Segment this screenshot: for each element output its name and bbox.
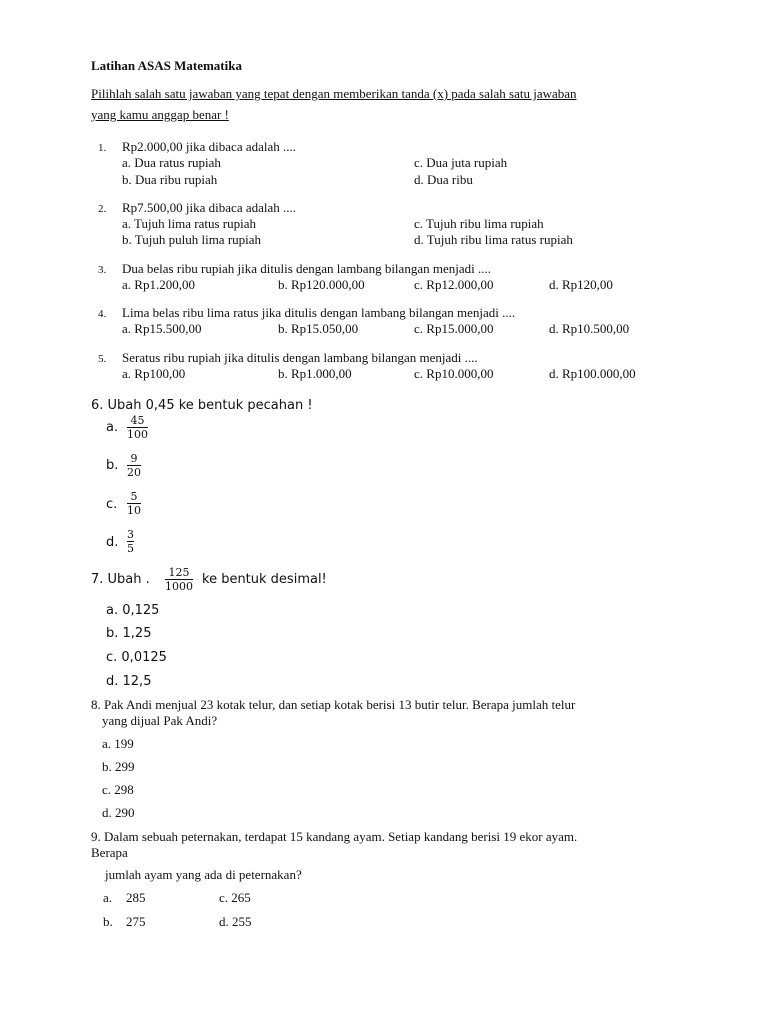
option-b: b. 1,25 [106, 626, 152, 641]
option-a: 285 [126, 890, 146, 905]
instruction-line-2: yang kamu anggap benar ! [91, 107, 229, 122]
option-a: a. Rp1.200,00 [122, 277, 195, 292]
option-c: c. Rp10.000,00 [414, 366, 494, 381]
question-number: 1. [98, 142, 107, 154]
option-c: c. 0,0125 [106, 650, 167, 665]
option-a: a. Rp100,00 [122, 366, 186, 381]
option-a-label: a. [103, 890, 113, 905]
option-b-label: b. [106, 458, 119, 473]
option-b: b. Tujuh puluh lima rupiah [122, 232, 262, 247]
option-a-fraction [127, 414, 148, 441]
denominator: 1000 [165, 580, 193, 593]
option-b-fraction [127, 452, 141, 479]
option-b: b. Dua ribu rupiah [122, 172, 218, 187]
question-text-line-3: jumlah ayam yang ada di peternakan? [105, 867, 302, 882]
question-prefix: 7. Ubah . [91, 572, 150, 587]
question-text: Seratus ribu rupiah jika ditulis dengan lambang bilangan menjadi .... [122, 350, 478, 365]
option-c-label: c. [106, 497, 118, 512]
question-text-line-1: 8. Pak Andi menjual 23 kotak telur, dan setiap kotak berisi 13 butir telur. Berapa jumlah telur [91, 697, 576, 712]
question-text-line-1: 9. Dalam sebuah peternakan, terdapat 15 kandang ayam. Setiap kandang berisi 19 ekor ayam. [91, 829, 578, 844]
question-number: 2. [98, 203, 107, 215]
numerator: 5 [130, 490, 138, 503]
instruction-line-1: Pilihlah salah satu jawaban yang tepat dengan memberikan tanda (x) pada salah satu jawaban [91, 86, 577, 101]
denominator: 100 [127, 428, 148, 441]
question-number: 5. [98, 353, 107, 365]
denominator: 10 [127, 504, 141, 517]
numerator: 9 [130, 452, 138, 465]
option-d-label: d. [106, 535, 119, 550]
option-d: d. Tujuh ribu lima ratus rupiah [414, 232, 573, 247]
option-d: d. Dua ribu [414, 172, 473, 187]
option-a: a. 0,125 [106, 603, 160, 618]
option-a-label: a. [106, 420, 119, 435]
option-c-fraction [127, 490, 141, 517]
numerator: 3 [127, 528, 134, 541]
worksheet-title: Latihan ASAS Matematika [91, 58, 242, 73]
option-c: c. Tujuh ribu lima rupiah [414, 216, 544, 231]
option-b: 275 [126, 914, 146, 929]
question-text: Lima belas ribu lima ratus jika ditulis dengan lambang bilangan menjadi .... [122, 305, 516, 320]
option-c: c. Dua juta rupiah [414, 155, 508, 170]
option-d-fraction [127, 528, 134, 555]
numerator: 125 [168, 566, 190, 579]
question-number: 3. [98, 264, 107, 276]
option-c: c. 298 [102, 782, 134, 797]
option-b-label: b. [103, 914, 113, 929]
option-a: a. 199 [102, 736, 134, 751]
denominator: 20 [127, 466, 141, 479]
question-suffix: ke bentuk desimal! [202, 572, 327, 587]
option-d: d. Rp100.000,00 [549, 366, 636, 381]
option-d: d. Rp10.500,00 [549, 321, 630, 336]
option-d: d. 12,5 [106, 674, 152, 689]
question-text-line-2: yang dijual Pak Andi? [102, 713, 218, 728]
denominator: 5 [127, 542, 134, 555]
option-a: a. Rp15.500,00 [122, 321, 202, 336]
question-number: 4. [98, 308, 107, 320]
numerator: 45 [130, 414, 145, 427]
question-text: Rp2.000,00 jika dibaca adalah .... [122, 139, 297, 154]
option-b: b. Rp15.050,00 [278, 321, 359, 336]
option-a: a. Dua ratus rupiah [122, 155, 221, 170]
question-text: Dua belas ribu rupiah jika ditulis dengan lambang bilangan menjadi .... [122, 261, 491, 276]
option-b: b. Rp120.000,00 [278, 277, 365, 292]
question-fraction [165, 566, 193, 593]
option-b: b. Rp1.000,00 [278, 366, 352, 381]
option-a: a. Tujuh lima ratus rupiah [122, 216, 256, 231]
option-c: c. 265 [219, 890, 251, 905]
option-d: d. Rp120,00 [549, 277, 613, 292]
question-text: Rp7.500,00 jika dibaca adalah .... [122, 200, 297, 215]
option-d: d. 290 [102, 805, 135, 820]
question-text: 6. Ubah 0,45 ke bentuk pecahan ! [91, 398, 313, 413]
question-text-line-2: Berapa [91, 845, 128, 860]
option-c: c. Rp15.000,00 [414, 321, 494, 336]
option-b: b. 299 [102, 759, 135, 774]
option-d: d. 255 [219, 914, 252, 929]
option-c: c. Rp12.000,00 [414, 277, 494, 292]
